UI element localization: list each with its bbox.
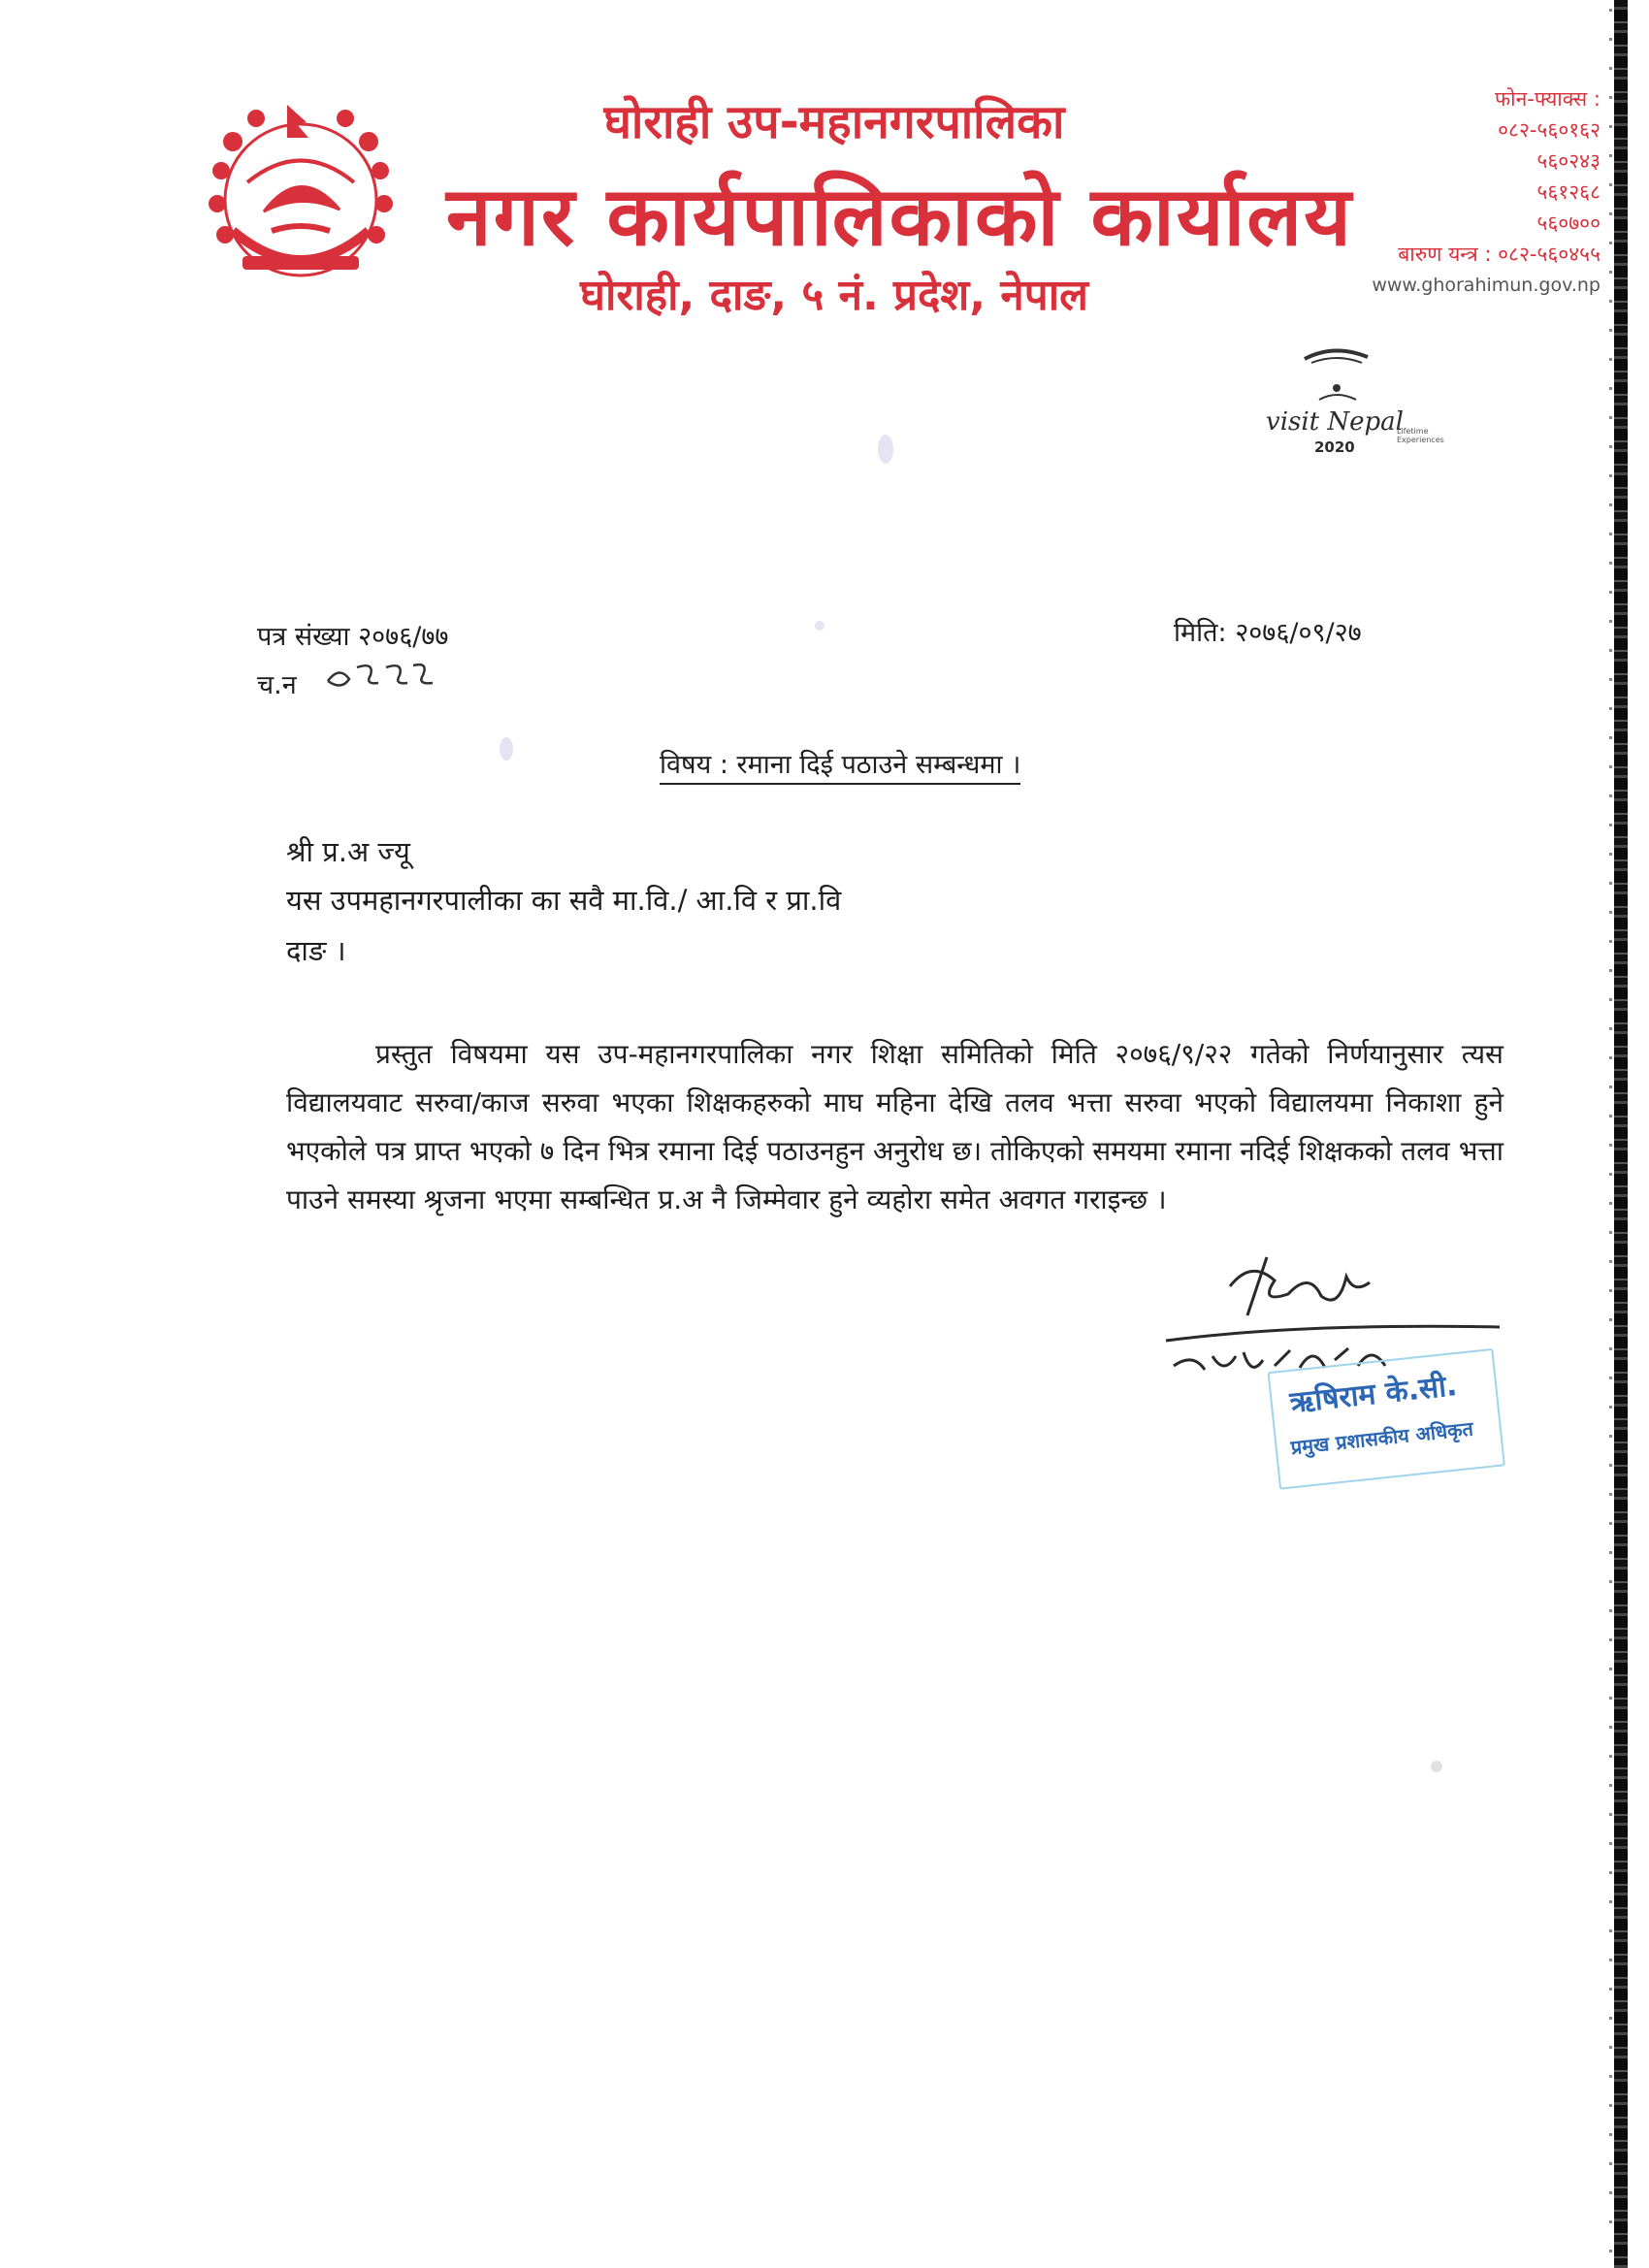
phone-number: ५६०२४३ — [1536, 149, 1600, 173]
stamp-officer-title: प्रमुख प्रशासकीय अधिकृत — [1289, 1416, 1474, 1460]
phone-fax-label: फोन-फ्याक्स : — [1494, 87, 1600, 111]
office-name: नगर कार्यपालिकाको कार्यालय — [446, 169, 1353, 264]
body-paragraph: प्रस्तुत विषयमा यस उप-महानगरपालिका नगर शिक्षा समितिको मिति २०७६/९/२२ गतेको निर्णयानुसार त्यस विद्यालयवाट सरुवा/काज सरुवा भएका शिक्षकहरुको माघ महिना देखि तलव भत्ता सरुवा भएको विद्यालयमा निकाशा हुने भएकोले पत्र प्राप्त भएको ७ दिन भित्र रमाना दिई पठाउनहुन अनुरोध छ। तोकिएको समयमा रमाना नदिई शिक्षकको तलव भत्ता पाउने समस्या श्रृजना भएमा सम्बन्धित प्र.अ नै जिम्मेवार हुने व्यहोरा समेत अवगत गराइन्छ । — [286, 1038, 1504, 1215]
addressee-line: श्री प्र.अ ज्यू — [286, 835, 410, 868]
visit-nepal-logo-icon — [1261, 340, 1455, 466]
phone-number: ५६१२६८ — [1536, 180, 1600, 204]
scan-edge-speckle — [1609, 0, 1612, 2268]
ink-smudge — [815, 621, 824, 631]
municipality-name: घोराही उप-महानगरपालिका — [603, 95, 1065, 149]
ink-smudge — [878, 435, 893, 464]
letter-body — [286, 1030, 1504, 1224]
stamp-officer-name: ऋषिराम के.सी. — [1288, 1369, 1459, 1420]
official-stamp — [1267, 1348, 1501, 1485]
website-link[interactable]: www.ghorahimun.gov.np — [1372, 275, 1600, 296]
phone-number: ०८२-५६०१६२ — [1498, 118, 1600, 142]
fire-brigade-number: बारुण यन्त्र : ०८२-५६०४५५ — [1398, 243, 1600, 266]
office-address: घोराही, दाङ, ५ नं. प्रदेश, नेपाल — [579, 271, 1089, 320]
contact-block — [1348, 83, 1600, 301]
dispatch-number-label: च.न — [257, 670, 297, 700]
addressee-line: दाङ । — [286, 934, 346, 967]
ink-smudge — [500, 737, 513, 761]
visit-nepal-tagline: Lifetime Experiences — [1397, 427, 1444, 444]
scan-edge-shadow — [1614, 0, 1628, 2268]
phone-number: ५६०७०० — [1536, 211, 1600, 235]
letter-subject: विषय : रमाना दिई पठाउने सम्बन्धमा । — [660, 745, 1020, 785]
addressee-line: यस उपमहानगरपालीका का सवै मा.वि./ आ.वि र प्रा.वि — [286, 884, 842, 917]
ink-smudge — [1431, 1761, 1442, 1772]
nepal-emblem-icon — [194, 85, 407, 299]
visit-nepal-year: 2020 — [1314, 438, 1355, 456]
visit-nepal-text: visit Nepal — [1266, 407, 1404, 437]
handwritten-dispatch-number — [320, 652, 436, 700]
reference-number: पत्र संख्या २०७६/७७ — [257, 622, 449, 652]
letter-date: मिति: २०७६/०९/२७ — [1174, 618, 1362, 648]
